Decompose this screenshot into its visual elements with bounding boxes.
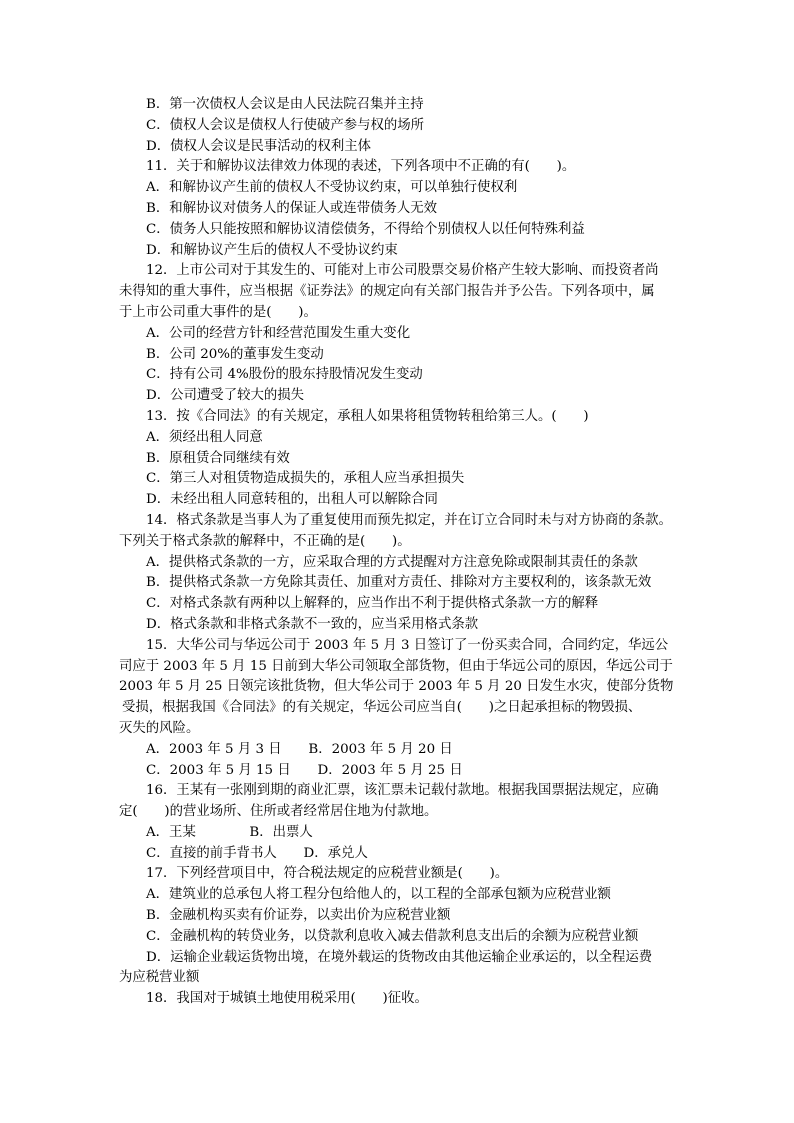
text-line: 未得知的重大事件，应当根据《证券法》的规定向有关部门报告并予公告。下列各项中，属 xyxy=(119,284,655,300)
question-line: 13．按《合同法》的有关规定，承租人如果将租赁物转租给第三人。( ) xyxy=(146,408,589,424)
option-line: C．直接的前手背书人 D．承兑人 xyxy=(146,845,368,861)
option-line: C．第三人对租赁物造成损失的，承租人应当承担损失 xyxy=(146,471,465,487)
option-line: B．和解协议对债务人的保证人或连带债务人无效 xyxy=(146,200,438,216)
option-line: A．2003 年 5 月 3 日 B．2003 年 5 月 20 日 xyxy=(146,741,453,757)
option-line: C．2003 年 5 月 15 日 D．2003 年 5 月 25 日 xyxy=(146,762,463,778)
option-line: A．和解协议产生前的债权人不受协议约束，可以单独行使权利 xyxy=(146,180,518,196)
option-line: D．公司遭受了较大的损失 xyxy=(146,388,305,404)
text-line: 受损，根据我国《合同法》的有关规定，华远公司应当自( )之日起承担标的物毁损、 xyxy=(122,700,642,716)
document-body xyxy=(119,95,684,1010)
question-line: 16．王某有一张刚到期的商业汇票，该汇票未记载付款地。根据我国票据法规定，应确 xyxy=(146,783,659,799)
option-line: D．运输企业载运货物出境，在境外载运的货物改由其他运输企业承运的，以全程运费 xyxy=(146,949,653,965)
option-line: D．和解协议产生后的债权人不受协议约束 xyxy=(146,242,398,258)
text-line: 下列关于格式条款的解释中，不正确的是( )。 xyxy=(119,533,411,549)
option-line: D．债权人会议是民事活动的权利主体 xyxy=(146,138,371,154)
question-line: 15．大华公司与华远公司于 2003 年 5 月 3 日签订了一份买卖合同，合同约定，华远公 xyxy=(146,637,669,653)
text-line: 2003 年 5 月 25 日领完该批货物，但大华公司于 2003 年 5 月 20 日发生水灾，使部分货物 xyxy=(119,679,674,695)
text-line: 定( )的营业场所、住所或者经常居住地为付款地。 xyxy=(119,804,438,820)
option-line: B．金融机构买卖有价证券，以卖出价为应税营业额 xyxy=(146,908,451,924)
option-line: B．第一次债权人会议是由人民法院召集并主持 xyxy=(146,97,424,112)
question-line: 12．上市公司对于其发生的、可能对上市公司股票交易价格产生较大影响、而投资者尚 xyxy=(146,263,659,279)
option-line: A．公司的经营方针和经营范围发生重大变化 xyxy=(146,325,411,341)
text-line: 灭失的风险。 xyxy=(119,720,200,736)
option-line: C．债权人会议是债权人行使破产参与权的场所 xyxy=(146,117,425,133)
text-line: 司应于 2003 年 5 月 15 日前到大华公司领取全部货物，但由于华远公司的原因，华远公司于 xyxy=(119,658,673,674)
option-line: B．原租赁合同继续有效 xyxy=(146,450,290,466)
option-line: C．金融机构的转贷业务，以贷款利息收入减去借款利息支出后的余额为应税营业额 xyxy=(146,928,639,944)
option-line: C．债务人只能按照和解协议清偿债务，不得给个别债权人以任何特殊利益 xyxy=(146,221,585,237)
question-line: 17．下列经营项目中，符合税法规定的应税营业额是( )。 xyxy=(146,866,509,882)
option-line: A．建筑业的总承包人将工程分包给他人的，以工程的全部承包额为应税营业额 xyxy=(146,887,611,903)
option-line: A．须经出租人同意 xyxy=(146,429,263,445)
question-line: 18．我国对于城镇土地使用税采用( )征收。 xyxy=(146,991,428,1007)
option-line: B．提供格式条款一方免除其责任、加重对方责任、排除对方主要权利的，该条款无效 xyxy=(146,575,652,591)
option-line: B．公司 20%的董事发生变动 xyxy=(146,346,324,362)
option-line: D．未经出租人同意转租的，出租人可以解除合同 xyxy=(146,492,438,508)
option-line: C．对格式条款有两种以上解释的，应当作出不利于提供格式条款一方的解释 xyxy=(146,596,599,612)
option-line: A．王某 B．出票人 xyxy=(146,824,313,840)
text-line: 于上市公司重大事件的是( )。 xyxy=(119,304,317,320)
option-line: C．持有公司 4%股份的股东持股情况发生变动 xyxy=(146,367,423,383)
option-line: A．提供格式条款的一方，应采取合理的方式提醒对方注意免除或限制其责任的条款 xyxy=(146,554,638,570)
text-line: 为应税营业额 xyxy=(119,970,200,986)
question-line: 14．格式条款是当事人为了重复使用而预先拟定，并在订立合同时未与对方协商的条款。 xyxy=(146,512,672,528)
question-line: 11．关于和解协议法律效力体现的表述，下列各项中不正确的有( )。 xyxy=(146,159,576,175)
option-line: D．格式条款和非格式条款不一致的，应当采用格式条款 xyxy=(146,616,479,632)
